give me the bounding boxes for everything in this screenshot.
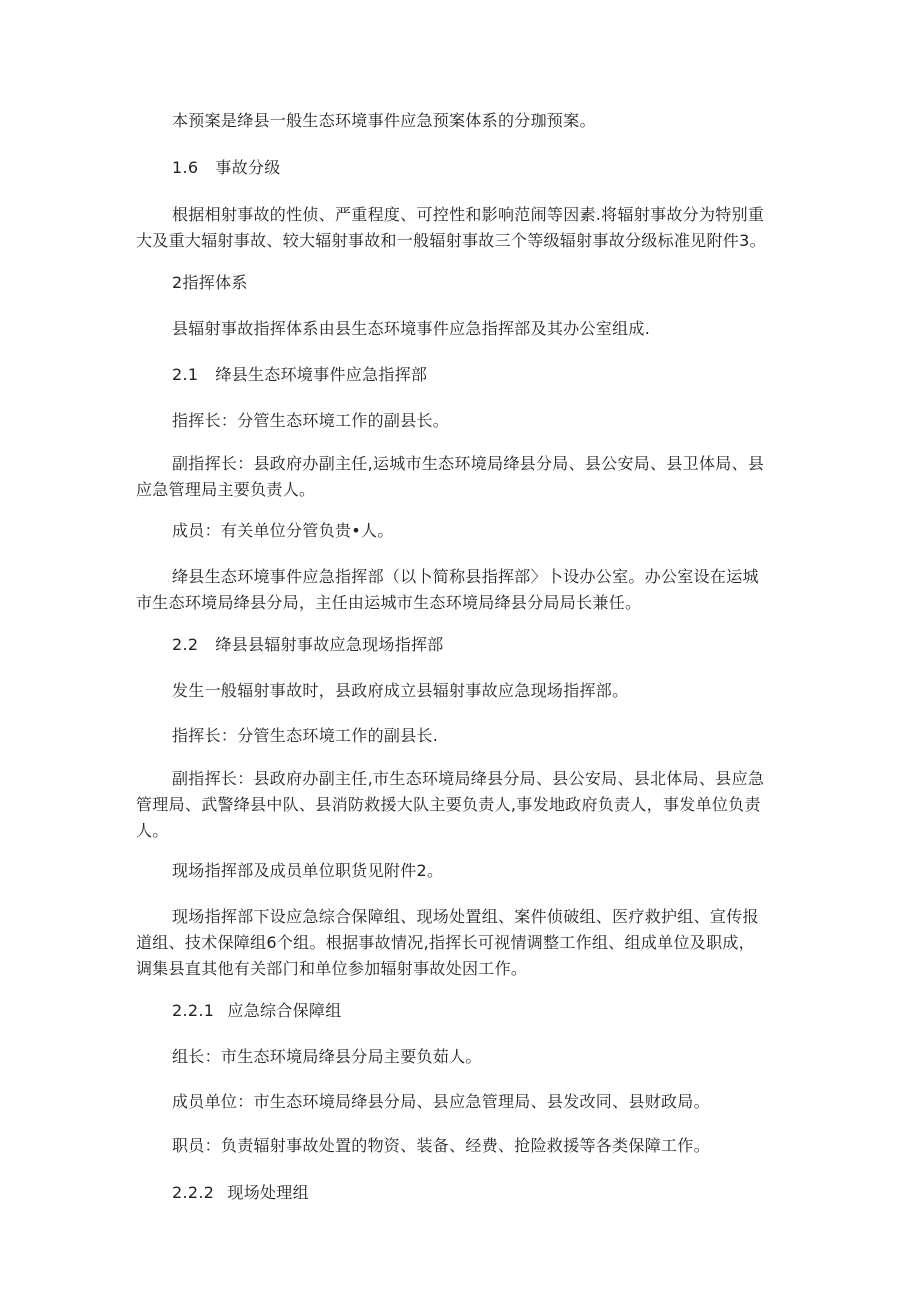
text-line: 指挥长：分管生态环境工作的副县长.: [172, 726, 439, 745]
text-line: 成员：有关单位分管负贵•人。: [172, 521, 394, 540]
heading-number: 2.1: [172, 365, 199, 384]
heading-text: 事故分级: [215, 158, 281, 177]
paragraph-onsite-commander: [172, 723, 794, 749]
section-heading-2-2-2: [172, 1180, 794, 1206]
paragraph-responsibilities: [172, 1133, 794, 1159]
text-line: 指挥长：分管生态环境工作的副县长。: [172, 411, 450, 430]
text-line: 应急管理局主要负责人。: [136, 480, 316, 499]
text-line: 组长：市生态环境局绛县分局主要负茹人。: [172, 1047, 482, 1066]
heading-number: 2.2.1: [172, 1001, 215, 1020]
heading-number: 2.2.2: [172, 1183, 215, 1202]
paragraph-onsite-deputy: [136, 766, 794, 844]
paragraph-member-units: [172, 1089, 794, 1115]
paragraph-duties-annex: [172, 858, 794, 884]
text-line: 副指挥长：县政府办副主任,运城市生态环境局绛县分局、县公安局、县卫体局、县: [172, 454, 765, 473]
text-line: 副指挥长：县政府办副主任,市生态环境局绛县分局、县公安局、县北体局、县应急: [172, 769, 765, 788]
paragraph-classification: [136, 202, 794, 254]
paragraph-group-leader: [172, 1044, 794, 1070]
heading-text: 现场处理组: [227, 1183, 309, 1202]
heading-text: 应急综合保障组: [227, 1001, 342, 1020]
paragraph-members: [172, 518, 794, 544]
text-line: 发生一般辐射事故时，县政府成立县辐射事故应急现场指挥部。: [172, 681, 629, 700]
heading-text: 绛县生态环境事件应急指挥部: [215, 365, 428, 384]
section-heading-2: [172, 270, 794, 296]
text-line: 职员：负责辐射事故处置的物资、装备、经费、抢险救援等各类保障工作。: [172, 1136, 710, 1155]
heading-number: 1.6: [172, 158, 199, 177]
text-line: 县辐射事故指挥体系由县生态环境事件应急指挥部及其办公室组成.: [172, 319, 651, 338]
text-line: 本预案是绛县一般生态环境事件应急预案体系的分珈预案。: [172, 111, 596, 130]
text-line: 根据相射事故的性侦、严重程度、可控性和影响范闹等因素.将辐射事故分为特别重: [172, 205, 765, 224]
text-line: 现场指挥部及成员单位职货见附件2。: [172, 861, 444, 880]
text-line: 道组、技术保障组6个组。根据事故情况,指挥长可视情调整工作组、组成单位及职成，: [136, 933, 755, 952]
paragraph-working-groups: [136, 904, 794, 982]
text-line: 大及重大辐射事故、较大辐射事故和一般辐射事故三个等级辐射事故分级标准见附件3。: [136, 231, 766, 250]
paragraph-deputy-commander: [136, 451, 794, 503]
paragraph-system: [172, 316, 794, 342]
paragraph-commander: [172, 408, 794, 434]
section-heading-2-2: [172, 632, 794, 658]
text-line: 2指挥体系: [172, 273, 248, 292]
text-line: 市生态环境局绛县分局，主任由运城市生态环境局绛县分局局长兼任。: [136, 593, 642, 612]
heading-number: 2.2: [172, 635, 199, 654]
paragraph-onsite-hq: [172, 678, 794, 704]
heading-text: 绛县县辐射事故应急现场指挥部: [215, 635, 444, 654]
section-heading-2-1: [172, 362, 794, 388]
paragraph-office: [136, 564, 794, 616]
paragraph-scope: [172, 108, 794, 134]
text-line: 管理局、武警绛县中队、县消防救援大队主要负责人,事发地政府负责人，事发单位负责: [136, 795, 761, 814]
text-line: 绛县生态环境事件应急指挥部（以卜简称县指挥部〉卜设办公室。办公室设在运城: [172, 567, 759, 586]
text-line: 成员单位：市生态环境局绛县分局、县应急管理局、县发改同、县财政局。: [172, 1092, 710, 1111]
text-line: 人。: [136, 821, 169, 840]
section-heading-2-2-1: [172, 998, 794, 1024]
text-line: 现场指挥部下设应急综合保障组、现场处置组、案件侦破组、医疗救护组、宣传报: [172, 907, 759, 926]
section-heading-1-6: [172, 155, 794, 181]
text-line: 调集县直其他有关部门和单位参加辐射事故处因工作。: [136, 959, 528, 978]
